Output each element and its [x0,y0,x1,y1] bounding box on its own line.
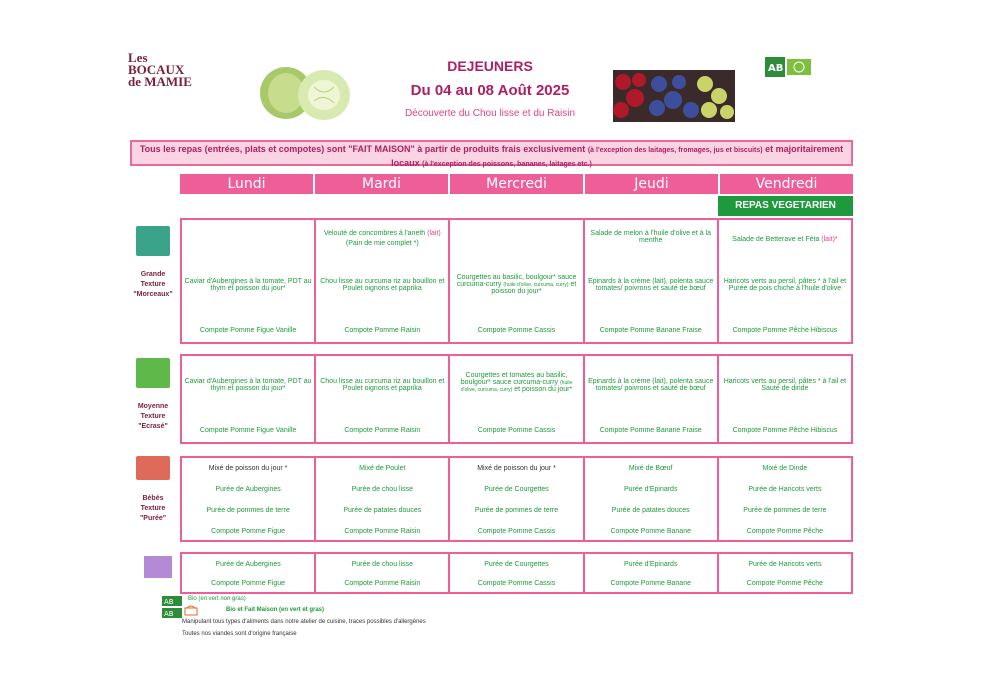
main-dish: Caviar d'Aubergines à la tomate, PDT au thym et poisson du jour* [184,378,312,392]
dessert: Compote Pomme Banane Fraise [599,427,702,434]
grid-moyenne [180,354,853,444]
legend-bio: Bio (en vert non gras) [188,596,246,602]
starter: Salade de Betterave et Féta [732,236,820,243]
allergen-note: Manipulant tous types d'aliments dans notre atelier de cuisine, traces possibles d'allergènes [182,619,426,625]
cabbage-image [256,57,354,125]
mixed-dish: Mixé de poisson du jour * [208,465,288,472]
main-dish-tail: et poisson du jour* [514,386,573,393]
notice-local-exception: (à l'exception des poissons, bananes, laitages etc.) [422,161,592,168]
page-title: DEJEUNERS [447,58,533,74]
main-dish: Epinards à la crème (lait), polenta sauce tomates/ poivrons et sauté de bœuf [588,378,714,392]
puree: Purée de Haricots verts [748,486,822,493]
puree: Purée d'Epinards [623,486,678,493]
dessert: Compote Pomme Cassis [477,327,556,334]
section-label-moyenne [128,358,178,432]
cell-petit-lundi [182,554,316,592]
cell-bebe-lundi [182,458,316,540]
notice-main: Tous les repas (entrées, plats et compotes) sont "FAIT MAISON" à partir de produits frais exclusivement [139,144,586,154]
puree: Purée de Aubergines [215,561,281,568]
brand-logo-text: Les BOCAUX de MAMIE [128,50,192,89]
grid-petit [180,552,853,594]
date-range: Du 04 au 08 Août 2025 [410,82,570,99]
main-dish: Epinards à la crème (lait), polenta sauce tomates/ poivrons et sauté de bœuf [588,278,714,292]
mixed-dish: Mixé de Bœuf [628,465,673,472]
day-monday: Lundi [180,174,313,194]
grid-bebe [180,456,853,542]
dessert: Compote Pomme Figue Vanille [199,427,297,434]
dessert: Compote Pomme Raisin [344,327,421,334]
cell-grande-mercredi [450,220,584,342]
main-dish: Haricots verts au persil, pâtes * à l'ail et Sauté de dinde [723,378,847,392]
homemade-notice [130,140,853,166]
cell-moyenne-vendredi [719,356,851,442]
dessert: Compote Pomme Banane Fraise [599,327,702,334]
svg-text:AB: AB [164,610,174,618]
main-dish: Courgettes et tomates au basilic, boulgour* sauce curcuma-curry [460,372,568,386]
puree: Purée de patates douces [611,507,690,514]
dessert: Compote Pomme Figue Vanille [199,327,297,334]
moyenne-jar-icon [136,358,170,388]
dessert: Compote Pomme Pêche [746,580,824,587]
allergen: (lait)* [821,236,838,243]
grid-grande [180,218,853,344]
puree: Purée de pommes de terre [206,507,290,514]
dessert: Compote Pomme Raisin [344,528,421,535]
dessert: Compote Pomme Figue [211,580,286,587]
puree: Purée de pommes de terre [743,507,827,514]
grande-jar-icon [136,226,170,256]
label-line: "Purée" [139,515,167,522]
grapes-image [613,70,735,122]
puree: Purée de Haricots verts [748,561,822,568]
main-dish: Courgettes au basilic, boulgour* sauce curcuma-curry [456,274,577,288]
day-friday: Vendredi [720,174,853,194]
main-dish: Chou lisse au curcuma riz au bouillon et Poulet oignons et paprika [320,278,445,292]
organic-label-icon [765,55,811,79]
puree: Purée d'Epinards [623,561,678,568]
puree: Purée de chou lisse [351,561,414,568]
mixed-dish: Mixé de poisson du jour * [477,465,556,472]
main-dish-tail: et poisson du jour* [491,281,577,295]
label-line: Grande [140,271,166,278]
legend-bio-homemade: Bio et Fait Maison (en vert et gras) [226,607,325,613]
dessert: Compote Pomme Raisin [344,580,421,587]
header [380,58,600,119]
dessert: Compote Pomme Cassis [477,427,556,434]
cell-grande-jeudi [585,220,719,342]
puree: Purée de chou lisse [351,486,414,493]
meat-origin-note: Toutes nos viandes sont d'origine française [182,631,297,637]
label-line: Texture [140,281,166,288]
cell-bebe-mardi [316,458,450,540]
dessert: Compote Pomme Pêche Hibiscus [732,427,838,434]
label-line: "Morceaux" [133,291,173,298]
ingredients-note: (huile d'olive, curcuma, curry) [460,380,573,393]
label-line: Texture [140,413,166,420]
section-label-grande [128,226,178,300]
brand-logo [128,50,198,89]
mixed-dish: Mixé de Dinde [762,465,808,472]
day-wednesday: Mercredi [450,174,583,194]
dessert: Compote Pomme Cassis [477,580,556,587]
cell-moyenne-lundi [182,356,316,442]
mixed-dish: Mixé de Poulet [359,465,406,472]
bebe-jar-icon [136,456,170,480]
dessert: Compote Pomme Cassis [477,528,556,535]
starter: Salade de melon à l'huile d'olive et à la menthe [590,230,711,244]
label-line: Moyenne [137,403,169,410]
dessert: Compote Pomme Figue [211,528,286,535]
puree: Purée de Aubergines [215,486,281,493]
dessert: Compote Pomme Banane [610,528,691,535]
puree: Purée de pommes de terre [474,507,559,514]
label-line: "Ecrasé" [138,423,168,430]
cell-bebe-vendredi [719,458,851,540]
allergen: (lait) [427,230,441,237]
puree: Purée de patates douces [343,507,422,514]
notice-exception: (à l'exception des laitages, fromages, jus et biscuits) [587,147,763,154]
cell-bebe-jeudi [585,458,719,540]
day-header-row [180,174,853,194]
main-dish: Haricots verts au persil, pâtes * à l'ail et Purée de pois chiche à l'huile d'olive [723,278,847,292]
cell-grande-vendredi [719,220,851,342]
cell-petit-mardi [316,554,450,592]
organic-legend-icon [162,596,182,618]
puree: Purée de Courgettes [484,486,549,493]
cell-grande-mardi [316,220,450,342]
main-dish: Caviar d'Aubergines à la tomate, PDT au thym et poisson du jour* [184,278,312,292]
day-tuesday: Mardi [315,174,448,194]
cell-moyenne-mardi [316,356,450,442]
theme-subtitle: Découverte du Chou lisse et du Raisin [404,108,576,119]
label-line: Texture [140,505,166,512]
cell-grande-lundi [182,220,316,342]
cell-petit-mercredi [450,554,584,592]
dessert: Compote Pomme Pêche [746,528,824,535]
svg-text:AB: AB [768,63,784,74]
puree: Purée de Courgettes [484,561,549,568]
vegetarian-badge: REPAS VEGETARIEN [718,196,853,216]
dessert: Compote Pomme Banane [610,580,691,587]
cell-moyenne-jeudi [585,356,719,442]
cell-petit-vendredi [719,554,851,592]
day-thursday: Jeudi [585,174,718,194]
petit-jar-icon [144,556,172,578]
homemade-pot-icon [184,604,198,616]
label-line: Bébés [142,495,164,502]
starter: Velouté de concombres à l'aneth [323,230,426,237]
main-dish: Chou lisse au curcuma riz au bouillon et Poulet oignons et paprika [320,378,445,392]
starter-side: (Pain de mie complet *) [345,240,419,247]
cell-moyenne-mercredi [450,356,584,442]
ingredients-note: (huile d'olive, curcuma, curry) [503,282,569,288]
dessert: Compote Pomme Pêche Hibiscus [732,327,838,334]
svg-text:AB: AB [164,598,174,606]
notice-local: et majoritairement locaux [391,144,844,168]
cell-petit-jeudi [585,554,719,592]
dessert: Compote Pomme Raisin [344,427,421,434]
cell-bebe-mercredi [450,458,584,540]
section-label-bebe [128,456,178,524]
